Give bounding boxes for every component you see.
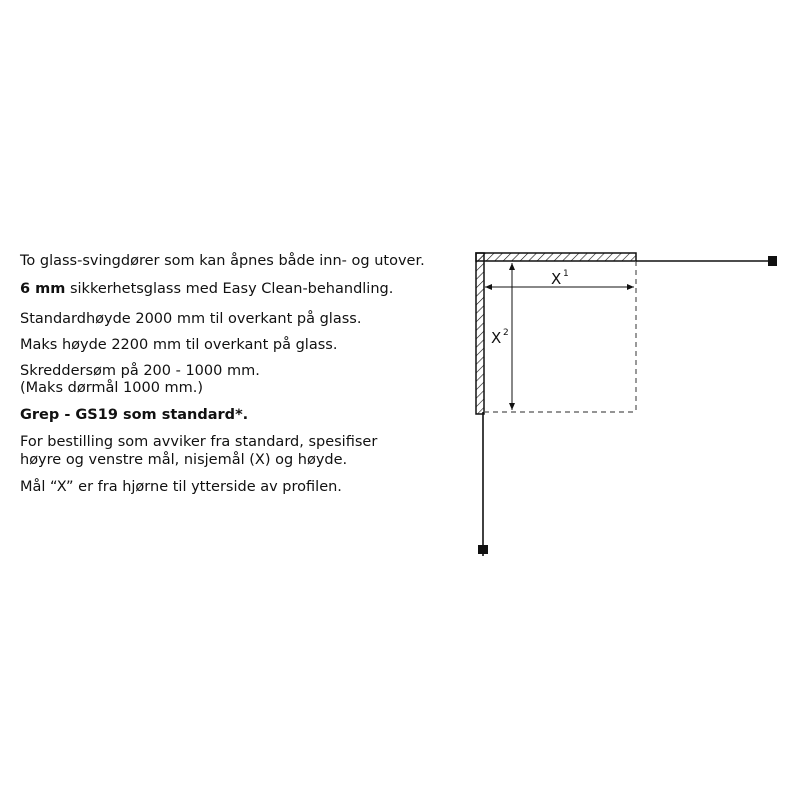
spec-line-order-note-2: høyre og venstre mål, nisjemål (X) og høyde. <box>20 452 348 468</box>
glass-door-left-handle-icon <box>478 545 488 554</box>
spec-line-doors: To glass-svingdører som kan åpnes både inn- og utover. <box>20 253 425 269</box>
dimension-x1 <box>485 269 634 290</box>
glass-door-left <box>478 412 488 556</box>
spec-glass-thickness: 6 mm <box>20 281 66 297</box>
spec-line-standard-height: Standardhøyde 2000 mm til overkant på glass. <box>20 311 362 327</box>
dimension-x1-arrow-right-icon <box>627 284 634 290</box>
spec-line-max-height: Maks høyde 2200 mm til overkant på glass. <box>20 337 338 353</box>
dimension-x2-arrow-bottom-icon <box>509 403 515 410</box>
dimension-x1-arrow-left-icon <box>485 284 492 290</box>
dimension-x1-superscript: 1 <box>563 269 569 279</box>
spec-line-measure-note: Mål “X” er fra hjørne til ytterside av profilen. <box>20 479 342 495</box>
glass-door-right-handle-icon <box>768 256 777 266</box>
dimension-x2-arrow-top-icon <box>509 263 515 270</box>
dimension-x2-superscript: 2 <box>503 328 509 338</box>
spec-line-custom-range: Skreddersøm på 200 - 1000 mm. <box>20 363 260 379</box>
spec-glass-treatment: sikkerhetsglass med Easy Clean-behandling. <box>65 281 394 297</box>
dimension-x2 <box>491 263 515 410</box>
spec-line-max-door: (Maks dørmål 1000 mm.) <box>20 380 204 396</box>
spec-line-order-note-1: For bestilling som avviker fra standard, spesifiser <box>20 434 378 450</box>
dimension-x1-label: X <box>551 270 562 288</box>
dimension-x2-label: X <box>491 329 502 347</box>
glass-door-right <box>636 256 777 266</box>
spec-line-handle: Grep - GS19 som standard*. <box>20 407 249 423</box>
wall-top-hatch <box>476 253 636 261</box>
wall-left-hatch <box>476 253 484 414</box>
